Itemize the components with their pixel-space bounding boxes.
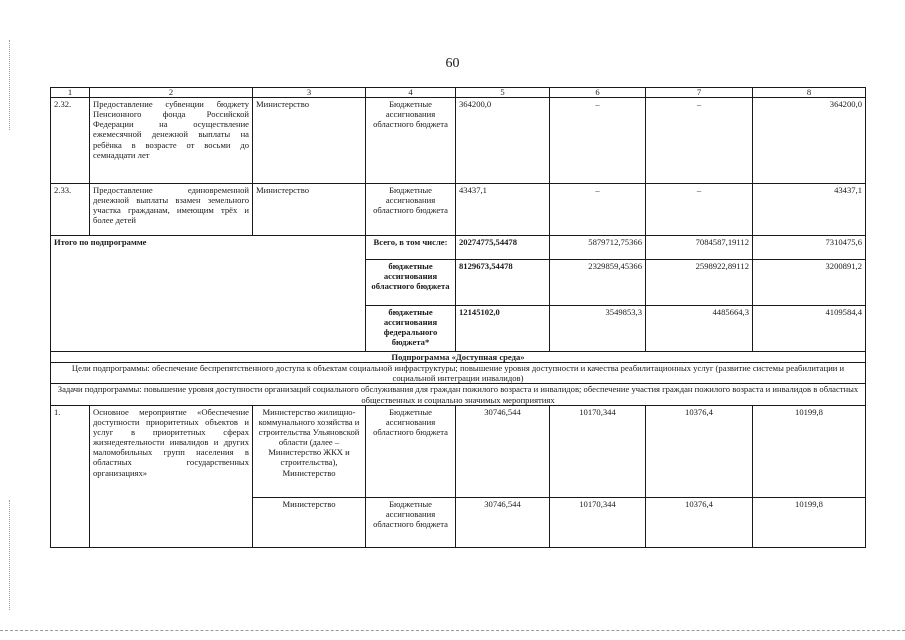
total-label: Итого по подпрограмме bbox=[51, 236, 366, 352]
subprogram-title-row bbox=[51, 352, 866, 363]
value-year-2: 7084587,19112 bbox=[646, 236, 753, 260]
value-year-2: – bbox=[646, 98, 753, 184]
funding-source: Всего, в том числе: bbox=[366, 236, 456, 260]
col-num-7: 7 bbox=[646, 88, 753, 98]
funding-source: бюджетные ассигнования федерального бюджета* bbox=[366, 306, 456, 352]
value-year-3: 43437,1 bbox=[753, 184, 866, 236]
executor: Министерство bbox=[253, 184, 366, 236]
value-year-1: 5879712,75366 bbox=[550, 236, 646, 260]
measure-name: Предоставление субвенции бюджету Пенсионного фонда Российской Федерации на осуществление ежемесячной денежной выплаты на ребёнка в возрасте от восьми до семнадцати лет bbox=[90, 98, 253, 184]
value-year-3: 10199,8 bbox=[753, 405, 866, 497]
col-num-4: 4 bbox=[366, 88, 456, 98]
value-total: 20274775,54478 bbox=[456, 236, 550, 260]
table-row-2-32 bbox=[51, 98, 866, 184]
scan-artifact-left-bottom bbox=[9, 500, 11, 610]
measure-name: Основное мероприятие «Обеспечение доступности приоритетных объектов и услуг в приоритетных сферах жизнедеятельности инвалидов и других маломобильных групп населения в областных государственных организациях» bbox=[90, 405, 253, 547]
col-num-2: 2 bbox=[90, 88, 253, 98]
value-total: 43437,1 bbox=[456, 184, 550, 236]
col-num-6: 6 bbox=[550, 88, 646, 98]
total-row-all bbox=[51, 236, 866, 260]
subprogram-goals: Цели подпрограммы: обеспечение беспрепятственного доступа к объектам социальной инфраструктуры; повышение уровня доступности и качества реабилитационных услуг (развитие системы реабилитации и социальной интеграции инвалидов) bbox=[51, 363, 866, 384]
col-num-5: 5 bbox=[456, 88, 550, 98]
column-number-row bbox=[51, 88, 866, 98]
value-year-1: 2329859,45366 bbox=[550, 260, 646, 306]
value-year-1: – bbox=[550, 184, 646, 236]
subprogram-title: Подпрограмма «Доступная среда» bbox=[51, 352, 866, 363]
value-year-3: 10199,8 bbox=[753, 497, 866, 547]
page-number: 60 bbox=[445, 56, 460, 71]
value-total: 30746,544 bbox=[456, 497, 550, 547]
col-num-3: 3 bbox=[253, 88, 366, 98]
value-year-1: 3549853,3 bbox=[550, 306, 646, 352]
row-number: 1. bbox=[51, 405, 90, 547]
value-year-1: 10170,344 bbox=[550, 497, 646, 547]
table-row-1-a bbox=[51, 405, 866, 497]
value-year-2: 10376,4 bbox=[646, 497, 753, 547]
value-year-2: – bbox=[646, 184, 753, 236]
funding-source: Бюджетные ассигнования областного бюджета bbox=[366, 405, 456, 497]
table-row-2-33 bbox=[51, 184, 866, 236]
value-year-2: 4485664,3 bbox=[646, 306, 753, 352]
value-year-3: 3200891,2 bbox=[753, 260, 866, 306]
value-year-3: 4109584,4 bbox=[753, 306, 866, 352]
budget-table bbox=[50, 87, 866, 548]
scan-artifact-left-top bbox=[9, 40, 11, 130]
value-total: 12145102,0 bbox=[456, 306, 550, 352]
executor: Министерство жилищно-коммунального хозяйства и строительства Ульяновской области (далее – Министерство ЖКХ и строительства), Министерство bbox=[253, 405, 366, 497]
funding-source: бюджетные ассигнования областного бюджета bbox=[366, 260, 456, 306]
subprogram-tasks-row bbox=[51, 384, 866, 405]
executor: Министерство bbox=[253, 497, 366, 547]
subprogram-tasks: Задачи подпрограммы: повышение уровня доступности организаций социального обслуживания для граждан пожилого возраста и инвалидов; обеспечение участия граждан пожилого возраста и инвалидов в областных общественных и социально значимых мероприятиях bbox=[51, 384, 866, 405]
funding-source: Бюджетные ассигнования областного бюджета bbox=[366, 184, 456, 236]
value-total: 8129673,54478 bbox=[456, 260, 550, 306]
col-num-8: 8 bbox=[753, 88, 866, 98]
value-year-2: 2598922,89112 bbox=[646, 260, 753, 306]
row-number: 2.33. bbox=[51, 184, 90, 236]
executor: Министерство bbox=[253, 98, 366, 184]
funding-source: Бюджетные ассигнования областного бюджета bbox=[366, 98, 456, 184]
value-year-1: 10170,344 bbox=[550, 405, 646, 497]
row-number: 2.32. bbox=[51, 98, 90, 184]
value-year-2: 10376,4 bbox=[646, 405, 753, 497]
funding-source: Бюджетные ассигнования областного бюджета bbox=[366, 497, 456, 547]
value-year-1: – bbox=[550, 98, 646, 184]
scan-artifact-bottom bbox=[0, 630, 905, 632]
value-total: 364200,0 bbox=[456, 98, 550, 184]
value-year-3: 364200,0 bbox=[753, 98, 866, 184]
measure-name: Предоставление единовременной денежной выплаты взамен земельного участка гражданам, имеющим трёх и более детей bbox=[90, 184, 253, 236]
value-total: 30746,544 bbox=[456, 405, 550, 497]
subprogram-goals-row bbox=[51, 363, 866, 384]
value-year-3: 7310475,6 bbox=[753, 236, 866, 260]
col-num-1: 1 bbox=[51, 88, 90, 98]
